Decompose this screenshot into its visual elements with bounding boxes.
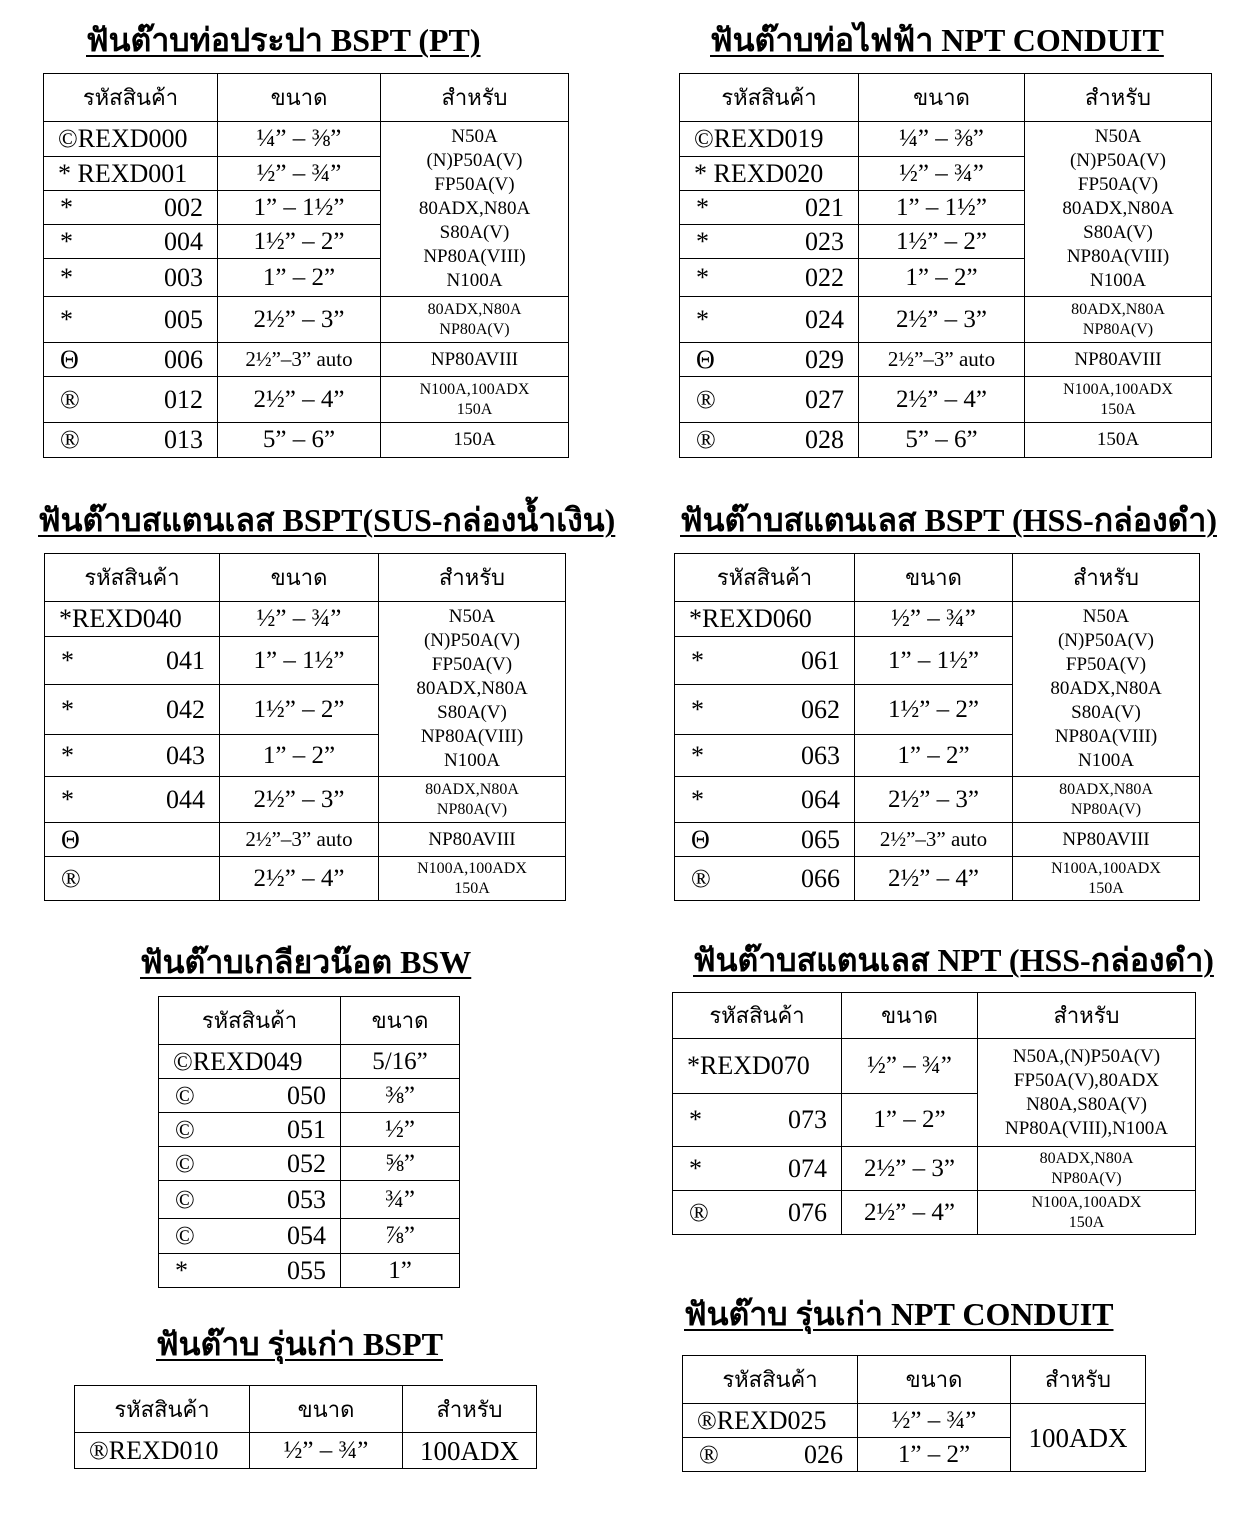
product-code: ®REXD010 <box>89 1435 219 1465</box>
size-cell: 1” – 2” <box>842 1094 978 1147</box>
usage-cell: N100A,100ADX 150A <box>978 1191 1196 1235</box>
usage-cell: N100A,100ADX 150A <box>381 377 569 423</box>
table-row <box>44 297 569 343</box>
mark-symbol: ® <box>689 1197 709 1227</box>
usage-cell: NP80AVIII <box>1025 343 1212 377</box>
product-code: *REXD040 <box>59 604 182 633</box>
usage-cell: 80ADX,N80A NP80A(V) <box>381 297 569 343</box>
header-size: ขนาด <box>842 993 978 1039</box>
table-row <box>159 1254 460 1288</box>
mark-symbol: ® <box>699 1439 719 1469</box>
table-hss <box>674 553 1200 901</box>
usage-cell: NP80AVIII <box>1013 823 1200 857</box>
size-cell: 1” – 1½” <box>859 191 1025 225</box>
mark-symbol: * <box>689 1105 702 1134</box>
product-code: 002 <box>164 192 203 222</box>
header-code: รหัสสินค้า <box>683 1356 858 1404</box>
table-row <box>44 122 569 157</box>
size-cell: ½” – ¾” <box>218 157 381 191</box>
mark-symbol: ® <box>696 384 716 414</box>
product-code: 012 <box>164 384 203 414</box>
table-npt-conduit <box>679 73 1212 458</box>
size-cell: 2½” – 3” <box>859 297 1025 343</box>
table-row <box>44 377 569 423</box>
mark-symbol: © <box>175 1148 195 1178</box>
product-code: 004 <box>164 226 203 256</box>
mark-symbol: * <box>60 192 73 222</box>
section-title-old-bspt: ฟันต๊าบ รุ่นเก่า BSPT <box>156 1326 443 1362</box>
size-cell: 2½” – 4” <box>855 857 1013 901</box>
header-size: ขนาด <box>855 554 1013 602</box>
size-cell: 1” – 1½” <box>218 191 381 225</box>
size-cell: 1” – 2” <box>859 259 1025 297</box>
table-bspt-pt <box>43 73 569 458</box>
table-row <box>159 1181 460 1219</box>
mark-symbol: © <box>175 1184 195 1214</box>
size-cell: 5” – 6” <box>218 423 381 458</box>
product-code: * REXD001 <box>58 158 188 188</box>
header-code: รหัสสินค้า <box>44 74 218 122</box>
size-cell: 1” <box>341 1254 460 1288</box>
table-row <box>683 1404 1146 1438</box>
mark-symbol: * <box>689 1153 702 1183</box>
table-sus <box>44 553 566 901</box>
mark-symbol: * <box>61 645 74 675</box>
mark-symbol: * <box>175 1255 188 1285</box>
usage-cell: 150A <box>381 423 569 458</box>
table-npt-hss <box>672 992 1196 1235</box>
size-cell: ⅜” <box>341 1079 460 1113</box>
mark-symbol: Θ <box>61 824 80 854</box>
product-code: ®REXD025 <box>697 1405 827 1435</box>
mark-symbol: * <box>61 784 74 814</box>
usage-cell-merged: N50A,(N)P50A(V) FP50A(V),80ADX N80A,S80A(V) NP80A(VIII),N100A <box>978 1039 1196 1147</box>
usage-cell-merged: 100ADX <box>1011 1404 1146 1472</box>
product-code: 051 <box>287 1114 326 1144</box>
usage-cell-merged: N50A (N)P50A(V) FP50A(V) 80ADX,N80A S80A(V) NP80A(VIII) N100A <box>1013 602 1200 777</box>
product-code: 042 <box>166 694 205 724</box>
table-row <box>680 297 1212 343</box>
mark-symbol: ® <box>60 384 80 414</box>
mark-symbol: * <box>691 645 704 675</box>
mark-symbol: ® <box>60 425 80 454</box>
usage-cell: N100A,100ADX 150A <box>1013 857 1200 901</box>
section-title-hss: ฟันต๊าบสแตนเลส BSPT (HSS-กล่องดำ) <box>680 502 1217 538</box>
product-code: 053 <box>287 1184 326 1214</box>
section-title-npt-hss: ฟันต๊าบสแตนเลส NPT (HSS-กล่องดำ) <box>693 942 1214 978</box>
mark-symbol: * <box>691 784 704 814</box>
product-code: 062 <box>801 694 840 724</box>
table-old-bspt <box>74 1385 537 1469</box>
table-row <box>75 1433 537 1469</box>
table-row <box>675 602 1200 637</box>
mark-symbol: Θ <box>691 824 710 854</box>
size-cell: 1½” – 2” <box>220 685 379 735</box>
product-code: 054 <box>287 1221 326 1250</box>
size-cell: 2½” – 4” <box>859 377 1025 423</box>
table-row <box>673 1191 1196 1235</box>
header-usage: สำหรับ <box>1025 74 1212 122</box>
product-code: 076 <box>788 1197 827 1227</box>
size-cell: ½” – ¾” <box>855 602 1013 637</box>
product-code: 050 <box>287 1080 326 1110</box>
mark-symbol: © <box>175 1114 195 1144</box>
table-row <box>159 1219 460 1254</box>
product-code: 043 <box>166 740 205 770</box>
product-code: 003 <box>164 262 203 292</box>
usage-cell: NP80AVIII <box>379 823 566 857</box>
header-usage: สำหรับ <box>403 1386 537 1433</box>
usage-cell: 80ADX,N80A NP80A(V) <box>379 777 566 823</box>
product-code: ©REXD000 <box>58 124 188 153</box>
size-cell: 1” – 2” <box>855 735 1013 777</box>
product-code: 026 <box>804 1439 843 1469</box>
product-code: 052 <box>287 1148 326 1178</box>
size-cell: 5” – 6” <box>859 423 1025 458</box>
product-code: 027 <box>805 384 844 414</box>
table-old-npt <box>682 1355 1146 1472</box>
header-size: ขนาด <box>341 997 460 1045</box>
header-code: รหัสสินค้า <box>673 993 842 1039</box>
header-usage: สำหรับ <box>379 554 566 602</box>
header-usage: สำหรับ <box>1011 1356 1146 1404</box>
section-title-old-npt: ฟันต๊าบ รุ่นเก่า NPT CONDUIT <box>684 1296 1114 1332</box>
size-cell: 2½”–3” auto <box>218 343 381 377</box>
size-cell: 1” – 1½” <box>855 637 1013 685</box>
size-cell: 2½” – 4” <box>842 1191 978 1235</box>
product-code: 063 <box>801 740 840 770</box>
table-row <box>675 857 1200 901</box>
product-code: 066 <box>801 863 840 893</box>
product-code: 023 <box>805 226 844 256</box>
product-code: 041 <box>166 645 205 675</box>
mark-symbol: © <box>175 1221 195 1250</box>
size-cell: ¼” – ⅜” <box>218 122 381 157</box>
product-code: 024 <box>805 304 844 334</box>
table-row <box>673 1039 1196 1094</box>
mark-symbol: * <box>60 226 73 256</box>
mark-symbol: * <box>696 192 709 222</box>
size-cell: 2½”–3” auto <box>859 343 1025 377</box>
header-code: รหัสสินค้า <box>680 74 859 122</box>
header-size: ขนาด <box>220 554 379 602</box>
size-cell: ⅞” <box>341 1219 460 1254</box>
product-code: 055 <box>287 1255 326 1285</box>
table-row <box>159 1045 460 1079</box>
product-code: *REXD070 <box>687 1051 810 1080</box>
mark-symbol: * <box>61 740 74 770</box>
usage-cell-merged: N50A (N)P50A(V) FP50A(V) 80ADX,N80A S80A(V) NP80A(VIII) N100A <box>379 602 566 777</box>
mark-symbol: * <box>691 694 704 724</box>
size-cell: 1” – 2” <box>220 735 379 777</box>
size-cell: 2½” – 3” <box>220 777 379 823</box>
table-row <box>680 377 1212 423</box>
header-usage: สำหรับ <box>978 993 1196 1039</box>
product-code: 013 <box>164 425 203 454</box>
size-cell: ½” – ¾” <box>859 157 1025 191</box>
product-code: 073 <box>788 1105 827 1134</box>
table-row <box>675 777 1200 823</box>
table-row <box>680 423 1212 458</box>
size-cell: 2½” – 3” <box>855 777 1013 823</box>
header-size: ขนาด <box>250 1386 403 1433</box>
product-code: 044 <box>166 784 205 814</box>
table-row <box>45 857 566 901</box>
usage-cell: 80ADX,N80A NP80A(V) <box>1025 297 1212 343</box>
mark-symbol: * <box>61 694 74 724</box>
header-size: ขนาด <box>859 74 1025 122</box>
mark-symbol: * <box>60 262 73 292</box>
table-row <box>675 823 1200 857</box>
product-code: ©REXD019 <box>694 124 824 153</box>
size-cell: 1½” – 2” <box>218 225 381 259</box>
mark-symbol: ® <box>696 425 716 454</box>
size-cell: 2½”–3” auto <box>220 823 379 857</box>
header-code: รหัสสินค้า <box>159 997 341 1045</box>
usage-cell: NP80AVIII <box>381 343 569 377</box>
size-cell: 5/16” <box>341 1045 460 1079</box>
size-cell: ⅝” <box>341 1147 460 1181</box>
size-cell: ½” – ¾” <box>250 1433 403 1469</box>
mark-symbol: * <box>696 304 709 334</box>
product-code: 029 <box>805 344 844 374</box>
size-cell: 1” – 2” <box>858 1438 1011 1472</box>
size-cell: ¼” – ⅜” <box>859 122 1025 157</box>
product-code: 006 <box>164 344 203 374</box>
usage-cell: 80ADX,N80A NP80A(V) <box>1013 777 1200 823</box>
size-cell: 1” – 2” <box>218 259 381 297</box>
header-code: รหัสสินค้า <box>75 1386 250 1433</box>
usage-cell-merged: N50A (N)P50A(V) FP50A(V) 80ADX,N80A S80A(V) NP80A(VIII) N100A <box>1025 122 1212 297</box>
header-code: รหัสสินค้า <box>45 554 220 602</box>
table-row <box>159 1147 460 1181</box>
size-cell: 2½” – 3” <box>218 297 381 343</box>
section-title-bsw: ฟันต๊าบเกลียวน๊อต BSW <box>140 944 472 980</box>
table-row <box>680 122 1212 157</box>
usage-cell-merged: N50A (N)P50A(V) FP50A(V) 80ADX,N80A S80A(V) NP80A(VIII) N100A <box>381 122 569 297</box>
mark-symbol: * <box>696 226 709 256</box>
section-title-sus: ฟันต๊าบสแตนเลส BSPT(SUS-กล่องน้ำเงิน) <box>38 502 616 538</box>
mark-symbol: * <box>691 740 704 770</box>
product-code: 074 <box>788 1153 827 1183</box>
mark-symbol: * <box>696 262 709 292</box>
mark-symbol: * <box>60 304 73 334</box>
mark-symbol: ® <box>61 863 81 893</box>
product-code: 005 <box>164 304 203 334</box>
table-row <box>45 777 566 823</box>
product-code: 065 <box>801 824 840 854</box>
usage-cell: 150A <box>1025 423 1212 458</box>
mark-symbol: ® <box>691 863 711 893</box>
product-code: 028 <box>805 425 844 454</box>
header-usage: สำหรับ <box>381 74 569 122</box>
size-cell: ½” <box>341 1113 460 1147</box>
mark-symbol: Θ <box>60 344 79 374</box>
size-cell: ½” – ¾” <box>858 1404 1011 1438</box>
size-cell: ½” – ¾” <box>842 1039 978 1094</box>
size-cell: 1” – 1½” <box>220 637 379 685</box>
usage-cell: 80ADX,N80A NP80A(V) <box>978 1147 1196 1191</box>
product-code: 022 <box>805 262 844 292</box>
size-cell: 2½” – 4” <box>218 377 381 423</box>
table-row <box>44 343 569 377</box>
usage-cell: 100ADX <box>403 1433 537 1469</box>
mark-symbol: Θ <box>696 344 715 374</box>
table-row <box>673 1147 1196 1191</box>
size-cell: ½” – ¾” <box>220 602 379 637</box>
section-title-npt-conduit: ฟันต๊าบท่อไฟฟ้า NPT CONDUIT <box>710 22 1164 58</box>
table-row <box>159 1079 460 1113</box>
mark-symbol: © <box>175 1080 195 1110</box>
product-code: 064 <box>801 784 840 814</box>
size-cell: 2½”–3” auto <box>855 823 1013 857</box>
header-size: ขนาด <box>858 1356 1011 1404</box>
size-cell: 1½” – 2” <box>859 225 1025 259</box>
usage-cell: N100A,100ADX 150A <box>379 857 566 901</box>
usage-cell: N100A,100ADX 150A <box>1025 377 1212 423</box>
section-title-bspt-pt: ฟันต๊าบท่อประปา BSPT (PT) <box>86 22 481 58</box>
size-cell: 2½” – 4” <box>220 857 379 901</box>
product-code: *REXD060 <box>689 604 812 633</box>
header-code: รหัสสินค้า <box>675 554 855 602</box>
table-row <box>680 343 1212 377</box>
table-row <box>44 423 569 458</box>
table-row <box>45 823 566 857</box>
table-row <box>159 1113 460 1147</box>
product-code: * REXD020 <box>694 158 824 188</box>
size-cell: 2½” – 3” <box>842 1147 978 1191</box>
table-bsw <box>158 996 460 1288</box>
size-cell: 1½” – 2” <box>855 685 1013 735</box>
table-row <box>45 602 566 637</box>
header-size: ขนาด <box>218 74 381 122</box>
size-cell: ¾” <box>341 1181 460 1219</box>
product-code: ©REXD049 <box>173 1046 303 1076</box>
product-code: 061 <box>801 645 840 675</box>
header-usage: สำหรับ <box>1013 554 1200 602</box>
product-code: 021 <box>805 192 844 222</box>
